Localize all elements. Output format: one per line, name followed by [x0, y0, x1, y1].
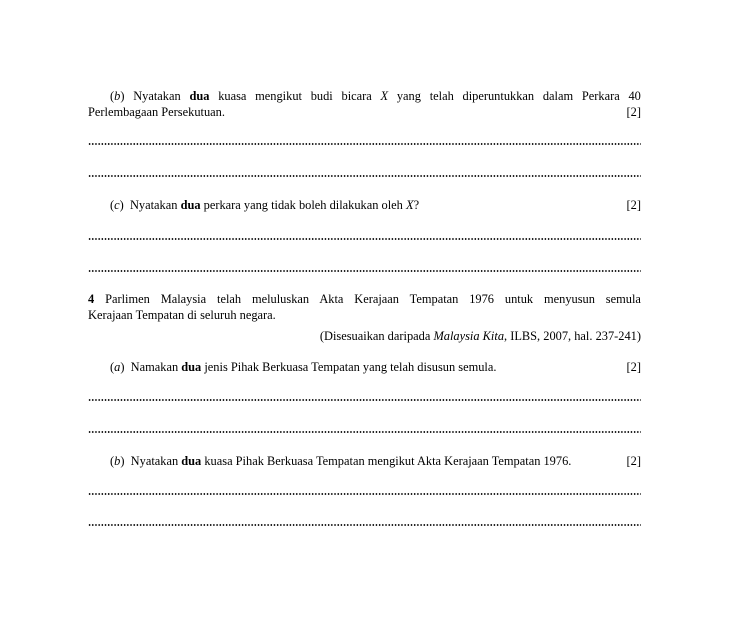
q4-word: untuk — [504, 292, 534, 306]
q4b-text: (b) Nyatakan dua kuasa Pihak Berkuasa Tempatan mengikut Akta Kerajaan Tempatan 1976. — [110, 454, 572, 468]
q4b-line — [88, 453, 641, 469]
q4-word: Akta — [319, 292, 344, 306]
q3b-marks: [2] — [626, 105, 641, 119]
q4a-label: a — [114, 360, 121, 374]
q3b-word: 40 — [628, 89, 641, 103]
answer-line[interactable] — [88, 491, 641, 497]
q3c-bold: dua — [180, 198, 201, 212]
q4-word: Malaysia — [160, 292, 207, 306]
q3b-line-2-text: Perlembagaan Persekutuan. — [88, 105, 225, 119]
q4-number: 4 — [88, 292, 95, 306]
q4-word: Tempatan — [409, 292, 459, 306]
q4-word: telah — [217, 292, 242, 306]
q4-word: 1976 — [469, 292, 494, 306]
q4a-marks: [2] — [626, 360, 641, 374]
q3b-word: mengikut — [255, 89, 302, 103]
q3c-text: (c) Nyatakan dua perkara yang tidak boleh dilakukan oleh X? — [110, 198, 420, 212]
q3b-word: dalam — [542, 89, 574, 103]
q3b-word: telah — [429, 89, 454, 103]
q3b-line-2 — [88, 104, 641, 120]
answer-line[interactable] — [88, 173, 641, 179]
q4b-post: kuasa Pihak Berkuasa Tempatan mengikut Akta Kerajaan Tempatan 1976. — [204, 454, 572, 468]
q4-word: Parlimen — [105, 292, 150, 306]
q4-word: semula — [605, 292, 641, 306]
answer-line[interactable] — [88, 268, 641, 274]
q3c-label: c — [114, 198, 120, 212]
q3b-word: bicara — [341, 89, 372, 103]
q4-source-pre: (Disesuaikan daripada — [319, 329, 431, 343]
answer-line[interactable] — [88, 429, 641, 435]
q4a-bold: dua — [181, 360, 202, 374]
q4b-marks: [2] — [626, 454, 641, 468]
exam-page — [88, 0, 641, 630]
q3b-word: kuasa — [218, 89, 247, 103]
q4a-post: jenis Pihak Berkuasa Tempatan yang telah disusun semula. — [204, 360, 497, 374]
q3c-marks: [2] — [626, 198, 641, 212]
q4-source-post: , ILBS, 2007, hal. 237-241) — [504, 329, 641, 343]
q3c-line — [88, 197, 641, 213]
q4a-text: (a) Namakan dua jenis Pihak Berkuasa Tempatan yang telah disusun semula. — [110, 360, 497, 374]
q4-word: menyusun — [543, 292, 595, 306]
q3b-word: yang — [396, 89, 421, 103]
q4-word: Kerajaan — [354, 292, 399, 306]
q3b-word: diperuntukkan — [462, 89, 535, 103]
q3c-end: ? — [413, 198, 420, 212]
q4-source — [88, 328, 641, 344]
q4a-line — [88, 359, 641, 375]
q3b-word: Perkara — [581, 89, 620, 103]
answer-line[interactable] — [88, 397, 641, 403]
q3b-label: b — [114, 89, 121, 103]
q4-line-1 — [88, 291, 641, 307]
q3b-word: Nyatakan — [133, 89, 181, 103]
q3b-word: budi — [310, 89, 333, 103]
answer-line[interactable] — [88, 522, 641, 528]
q4b-bold: dua — [181, 454, 202, 468]
q3c-post: perkara yang tidak boleh dilakukan oleh — [203, 198, 403, 212]
q3c-pre: Nyatakan — [129, 198, 178, 212]
q3b-variable: X — [380, 89, 389, 103]
answer-line[interactable] — [88, 236, 641, 242]
q3c-variable: X — [405, 198, 414, 212]
q4-word: meluluskan — [251, 292, 310, 306]
q4-line-2: Kerajaan Tempatan di seluruh negara. — [88, 308, 276, 322]
q4b-label: b — [114, 454, 121, 468]
q3b-bold-word: dua — [189, 89, 210, 103]
q3b-line-1: (b) Nyatakan dua kuasa mengikut budi bicara X yang telah diperuntukkan dalam Perkara 40 — [110, 89, 641, 103]
q4b-pre: Nyatakan — [130, 454, 179, 468]
q4-source-title: Malaysia Kita — [433, 329, 505, 343]
answer-line[interactable] — [88, 141, 641, 147]
q4a-pre: Namakan — [130, 360, 179, 374]
